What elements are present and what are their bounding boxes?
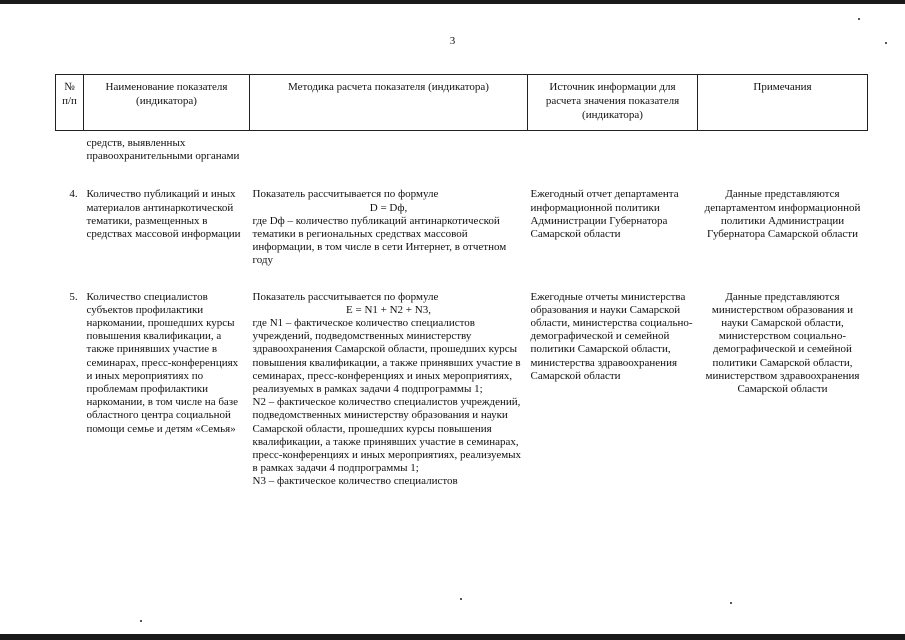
- indicator-name: средств, выявленных правоохранительными органами: [86, 137, 240, 163]
- scan-speck: [460, 598, 462, 600]
- row-number: 4.: [69, 188, 78, 201]
- method-cell: [250, 188, 528, 290]
- table-row: [56, 291, 868, 489]
- method-text: N3 – фактическое количество специалистов: [252, 475, 458, 488]
- note-cell: Данные представляются департаментом информационной политики Администрации Губернатора Самарской области: [704, 188, 861, 241]
- indicator-table: [55, 74, 868, 489]
- header-method: Методика расчета показателя (индикатора): [250, 75, 528, 131]
- method-text: где N1 – фактическое количество специалистов учреждений, подведомственных министерству здравоохранения Самарской области, прошедших курсы повышения квалификации, а также принявших участие в семинарах, пресс-конференциях и иных мероприятиях, реализуемых в рамках задачи 4 подпрограммы 1;: [252, 317, 521, 396]
- table-row: [56, 188, 868, 290]
- method-text: N2 – фактическое количество специалистов учреждений, подведомственных министерству образования и науки Самарской области, прошедших курсы повышения квалификации, а также принявших участие в семинарах, пресс-конференциях и иных мероприятиях, реализуемых в рамках задачи 4 подпрограммы 1;: [252, 396, 522, 475]
- scan-speck: [885, 42, 887, 44]
- scan-speck: [730, 602, 732, 604]
- table-header: [56, 75, 868, 131]
- header-number: № п/п: [56, 75, 84, 131]
- method-formula: E = N1 + N2 + N3,: [346, 303, 431, 316]
- scan-speck: [858, 18, 860, 20]
- method-text: Показатель рассчитывается по формуле: [252, 290, 439, 303]
- header-source: Источник информации для расчета значения показателя (индикатора): [528, 75, 698, 131]
- method-formula: D = Dф,: [369, 201, 408, 214]
- table-row-continuation: [56, 131, 868, 189]
- note-cell: Данные представляются министерством образования и науки Самарской области, министерством социально-демографической и семейной политики Самарской области, министерством здравоохранения Самарской области: [705, 290, 860, 396]
- method-cell: [250, 291, 528, 489]
- source-cell: Ежегодные отчеты министерства образования и науки Самарской области, министерства социально-демографической и семейной политики Самарской области, министерства здравоохранения Самарской области: [530, 290, 693, 382]
- source-cell: Ежегодный отчет департамента информационной политики Администрации Губернатора Самарской области: [530, 188, 679, 241]
- indicator-name: Количество специалистов субъектов профилактики наркомании, прошедших курсы повышения квалификации, а также принявших участие в семинарах, пресс-конференциях и иных мероприятиях по проблемам профилактики наркомании, в том числе на базе областного центра социальной помощи семье и детям «Семья»: [86, 290, 239, 435]
- scan-top-border: [0, 0, 905, 4]
- header-notes: Примечания: [698, 75, 868, 131]
- indicator-name: Количество публикаций и иных материалов антинаркотической тематики, размещенных в средствах массовой информации: [86, 188, 241, 241]
- scan-bottom-border: [0, 634, 905, 640]
- page-number: 3: [449, 35, 456, 47]
- method-text: Показатель рассчитывается по формуле: [252, 188, 439, 201]
- row-number: 5.: [69, 290, 78, 303]
- scan-speck: [140, 620, 142, 622]
- header-indicator-name: Наименование показателя (индикатора): [84, 75, 250, 131]
- method-text: где Dф – количество публикаций антинаркотической тематики в региональных средствах массовой информации, в том числе в сети Интернет, в отчетном году: [252, 214, 507, 267]
